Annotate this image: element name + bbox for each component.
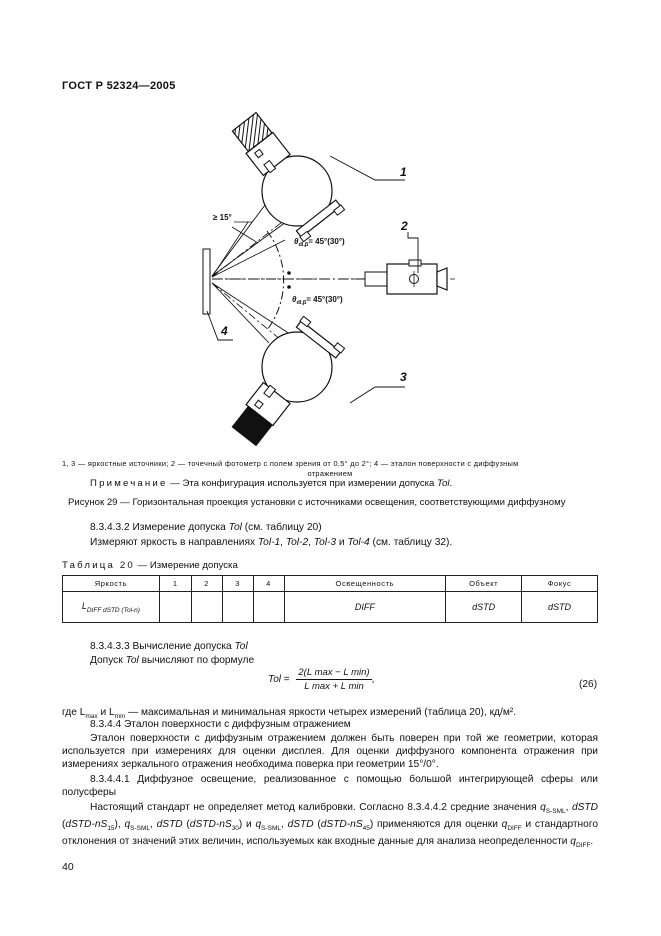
theta-sub-bottom: dl,β xyxy=(296,300,307,306)
sub-min: min xyxy=(114,713,126,721)
label-4: 4 xyxy=(221,324,228,338)
page-number: 40 xyxy=(62,861,74,873)
sub-max: max xyxy=(85,713,98,721)
tol-3: Tol-3 xyxy=(313,537,337,548)
formula-26 xyxy=(268,667,374,692)
paragraph-standard: Эталон поверхности с диффузным отражением должен быть поверен при той же геометрии, которая используется при измерениях для оценки дисплея. Для оценки диффузного компонента отражения при измерениях зеркального отражения необходима поверка при геометрии 15°/0°. xyxy=(62,733,598,770)
fraction xyxy=(296,667,371,692)
formula-lhs: Tol xyxy=(268,674,281,686)
denominator: L max + L min xyxy=(304,681,364,692)
measurement-table xyxy=(62,575,598,623)
term: dSTD xyxy=(156,819,183,831)
table-cell xyxy=(191,592,222,623)
q: q xyxy=(255,819,262,831)
angle-arc xyxy=(267,231,284,330)
formula-eq: = xyxy=(280,674,293,686)
legend-text-end: отражением xyxy=(307,469,353,478)
light-source-1 xyxy=(223,106,345,241)
text: ( xyxy=(62,819,66,831)
setup-diagram xyxy=(0,0,661,456)
header-cell: 2 xyxy=(191,576,222,592)
text: — максимальная и минимальная яркости четырех измерений (таблица 20), кд/м². xyxy=(125,707,517,718)
text: ( xyxy=(313,819,321,831)
text: , xyxy=(565,802,572,813)
text: Допуск xyxy=(90,655,126,666)
q: q xyxy=(501,819,508,831)
term: dSTD-nS xyxy=(65,819,108,831)
theta-sub-top: dl,β xyxy=(298,242,309,248)
note-text: — Эта конфигурация используется при измерении допуска xyxy=(167,478,438,489)
term: dSTD xyxy=(571,802,598,813)
angle-limit-label: ≥ 15° xyxy=(213,213,232,222)
sub: 45 xyxy=(362,825,370,833)
equation-number: (26) xyxy=(579,679,598,690)
table-header-row xyxy=(63,576,598,592)
table-cell xyxy=(253,592,284,623)
text-end: (см. таблицу 32). xyxy=(369,537,453,548)
light-source-3 xyxy=(223,316,345,451)
numerator: 2(L max − L min) xyxy=(298,667,370,678)
page-header: ГОСТ Р 52324—2005 xyxy=(62,80,176,92)
q-sub: DIFF xyxy=(507,825,522,833)
q-sub: S-SML xyxy=(261,825,281,833)
figure-note xyxy=(90,478,452,489)
label-2: 2 xyxy=(401,219,408,233)
heading-8-3-4-3-2 xyxy=(90,521,322,534)
heading-8-3-4-4-1: 8.3.4.4.1 Диффузное освещение, реализованное с помощью большой интегрирующей сферы или полусферы xyxy=(62,774,598,798)
header-cell: 3 xyxy=(222,576,253,592)
table-title-text: — Измерение допуска xyxy=(134,560,238,571)
tol-2: Tol-2 xyxy=(285,537,309,548)
q: q xyxy=(570,836,576,848)
text: ) применяются для оценки xyxy=(369,819,502,831)
text: и стандартного отклонения от значений этих величин, используемых как входные данные для анализа неопределенности xyxy=(62,819,598,848)
paragraph-directions xyxy=(90,536,452,549)
sep: , xyxy=(308,537,314,548)
sub: 30 xyxy=(231,825,239,833)
paragraph-formula-intro xyxy=(90,654,254,667)
heading-8-3-4-4: 8.3.4.4 Эталон поверхности с диффузным отражением xyxy=(90,719,351,730)
theta-value-bottom: = 45°(30°) xyxy=(306,295,343,304)
text: где L xyxy=(62,707,86,718)
figure-legend xyxy=(62,459,598,479)
sep: , xyxy=(280,537,286,548)
text: ), xyxy=(114,819,125,831)
text: ) и xyxy=(238,819,256,831)
heading-term: Tol xyxy=(234,641,248,652)
sep: и xyxy=(336,537,348,548)
focus-cell: dSTD xyxy=(522,592,598,623)
diffuse-standard xyxy=(203,249,210,314)
tol-1: Tol-1 xyxy=(257,537,281,548)
q: q xyxy=(540,802,546,813)
term: dSTD-nS xyxy=(320,819,363,831)
label-1: 1 xyxy=(400,165,407,179)
table-label: Таблица 20 xyxy=(62,560,135,571)
luminance-cell xyxy=(63,592,160,623)
object-cell: dSTD xyxy=(446,592,522,623)
label-3: 3 xyxy=(400,370,407,384)
theta-value-top: = 45°(30°) xyxy=(308,237,345,246)
figure-caption: Рисунок 29 — Горизонтальная проекция установки с источниками освещения, соответствующими диффузному xyxy=(68,497,566,508)
heading-text: 8.3.4.3.2 Измерение допуска xyxy=(90,522,229,533)
q-sub: DIFF xyxy=(575,842,591,850)
text-end: вычисляют по формуле xyxy=(138,655,255,666)
q-sub: S-SML xyxy=(545,808,566,816)
svg-text:θdl,β= 45°(30°) xyxy=(292,295,343,306)
note-label: Примечание xyxy=(90,478,168,489)
sub: 15 xyxy=(107,825,115,833)
header-cell: 4 xyxy=(253,576,284,592)
text: Настоящий стандарт не определяет метод калибровки. Согласно 8.3.4.4.2 средние значения xyxy=(90,802,541,813)
table-cell xyxy=(159,592,191,623)
term: Tol xyxy=(125,655,139,666)
heading-8-3-4-3-3 xyxy=(90,640,248,653)
term: dSTD xyxy=(287,819,314,831)
header-cell: Фокус xyxy=(522,576,598,592)
spot-photometer xyxy=(365,260,447,294)
header-cell: 1 xyxy=(159,576,191,592)
table-title xyxy=(62,560,238,571)
q: q xyxy=(124,819,131,831)
header-cell: Освещенность xyxy=(284,576,446,592)
note-end: . xyxy=(449,478,453,489)
header-cell: Объект xyxy=(446,576,522,592)
tol-4: Tol-4 xyxy=(347,537,370,548)
note-term: Tol xyxy=(437,478,450,489)
table-cell xyxy=(222,592,253,623)
table-row xyxy=(63,592,598,623)
theta-symbol-bottom: θ xyxy=(292,295,297,304)
formula-end: , xyxy=(371,674,375,686)
luminance-symbol: L xyxy=(81,600,87,611)
legend-text: 1, 3 — яркостные источники; 2 — точечный фотометр с полем зрения от 0,5° до 2°; 4 — эталон поверхности с диффузным xyxy=(62,459,519,468)
heading-term: Tol xyxy=(228,522,242,533)
q-sub: S-SML xyxy=(130,825,151,833)
luminance-sub: DIFF dSTD (Tol-n) xyxy=(86,606,140,614)
term: dSTD-nS xyxy=(189,819,232,831)
paragraph-calibration xyxy=(62,801,598,852)
heading-text-b: (см. таблицу 20) xyxy=(241,522,322,533)
text: и L xyxy=(97,707,115,718)
illumination-cell: DIFF xyxy=(284,592,446,623)
heading-text: 8.3.4.3.3 Вычисление допуска xyxy=(90,641,235,652)
text: Измеряют яркость в направлениях xyxy=(90,537,258,548)
text: ( xyxy=(182,819,190,831)
header-cell: Яркость xyxy=(63,576,160,592)
text: . xyxy=(590,836,594,848)
text: , xyxy=(281,819,288,831)
theta-symbol-top: θ xyxy=(294,237,299,246)
text: , xyxy=(150,819,157,831)
